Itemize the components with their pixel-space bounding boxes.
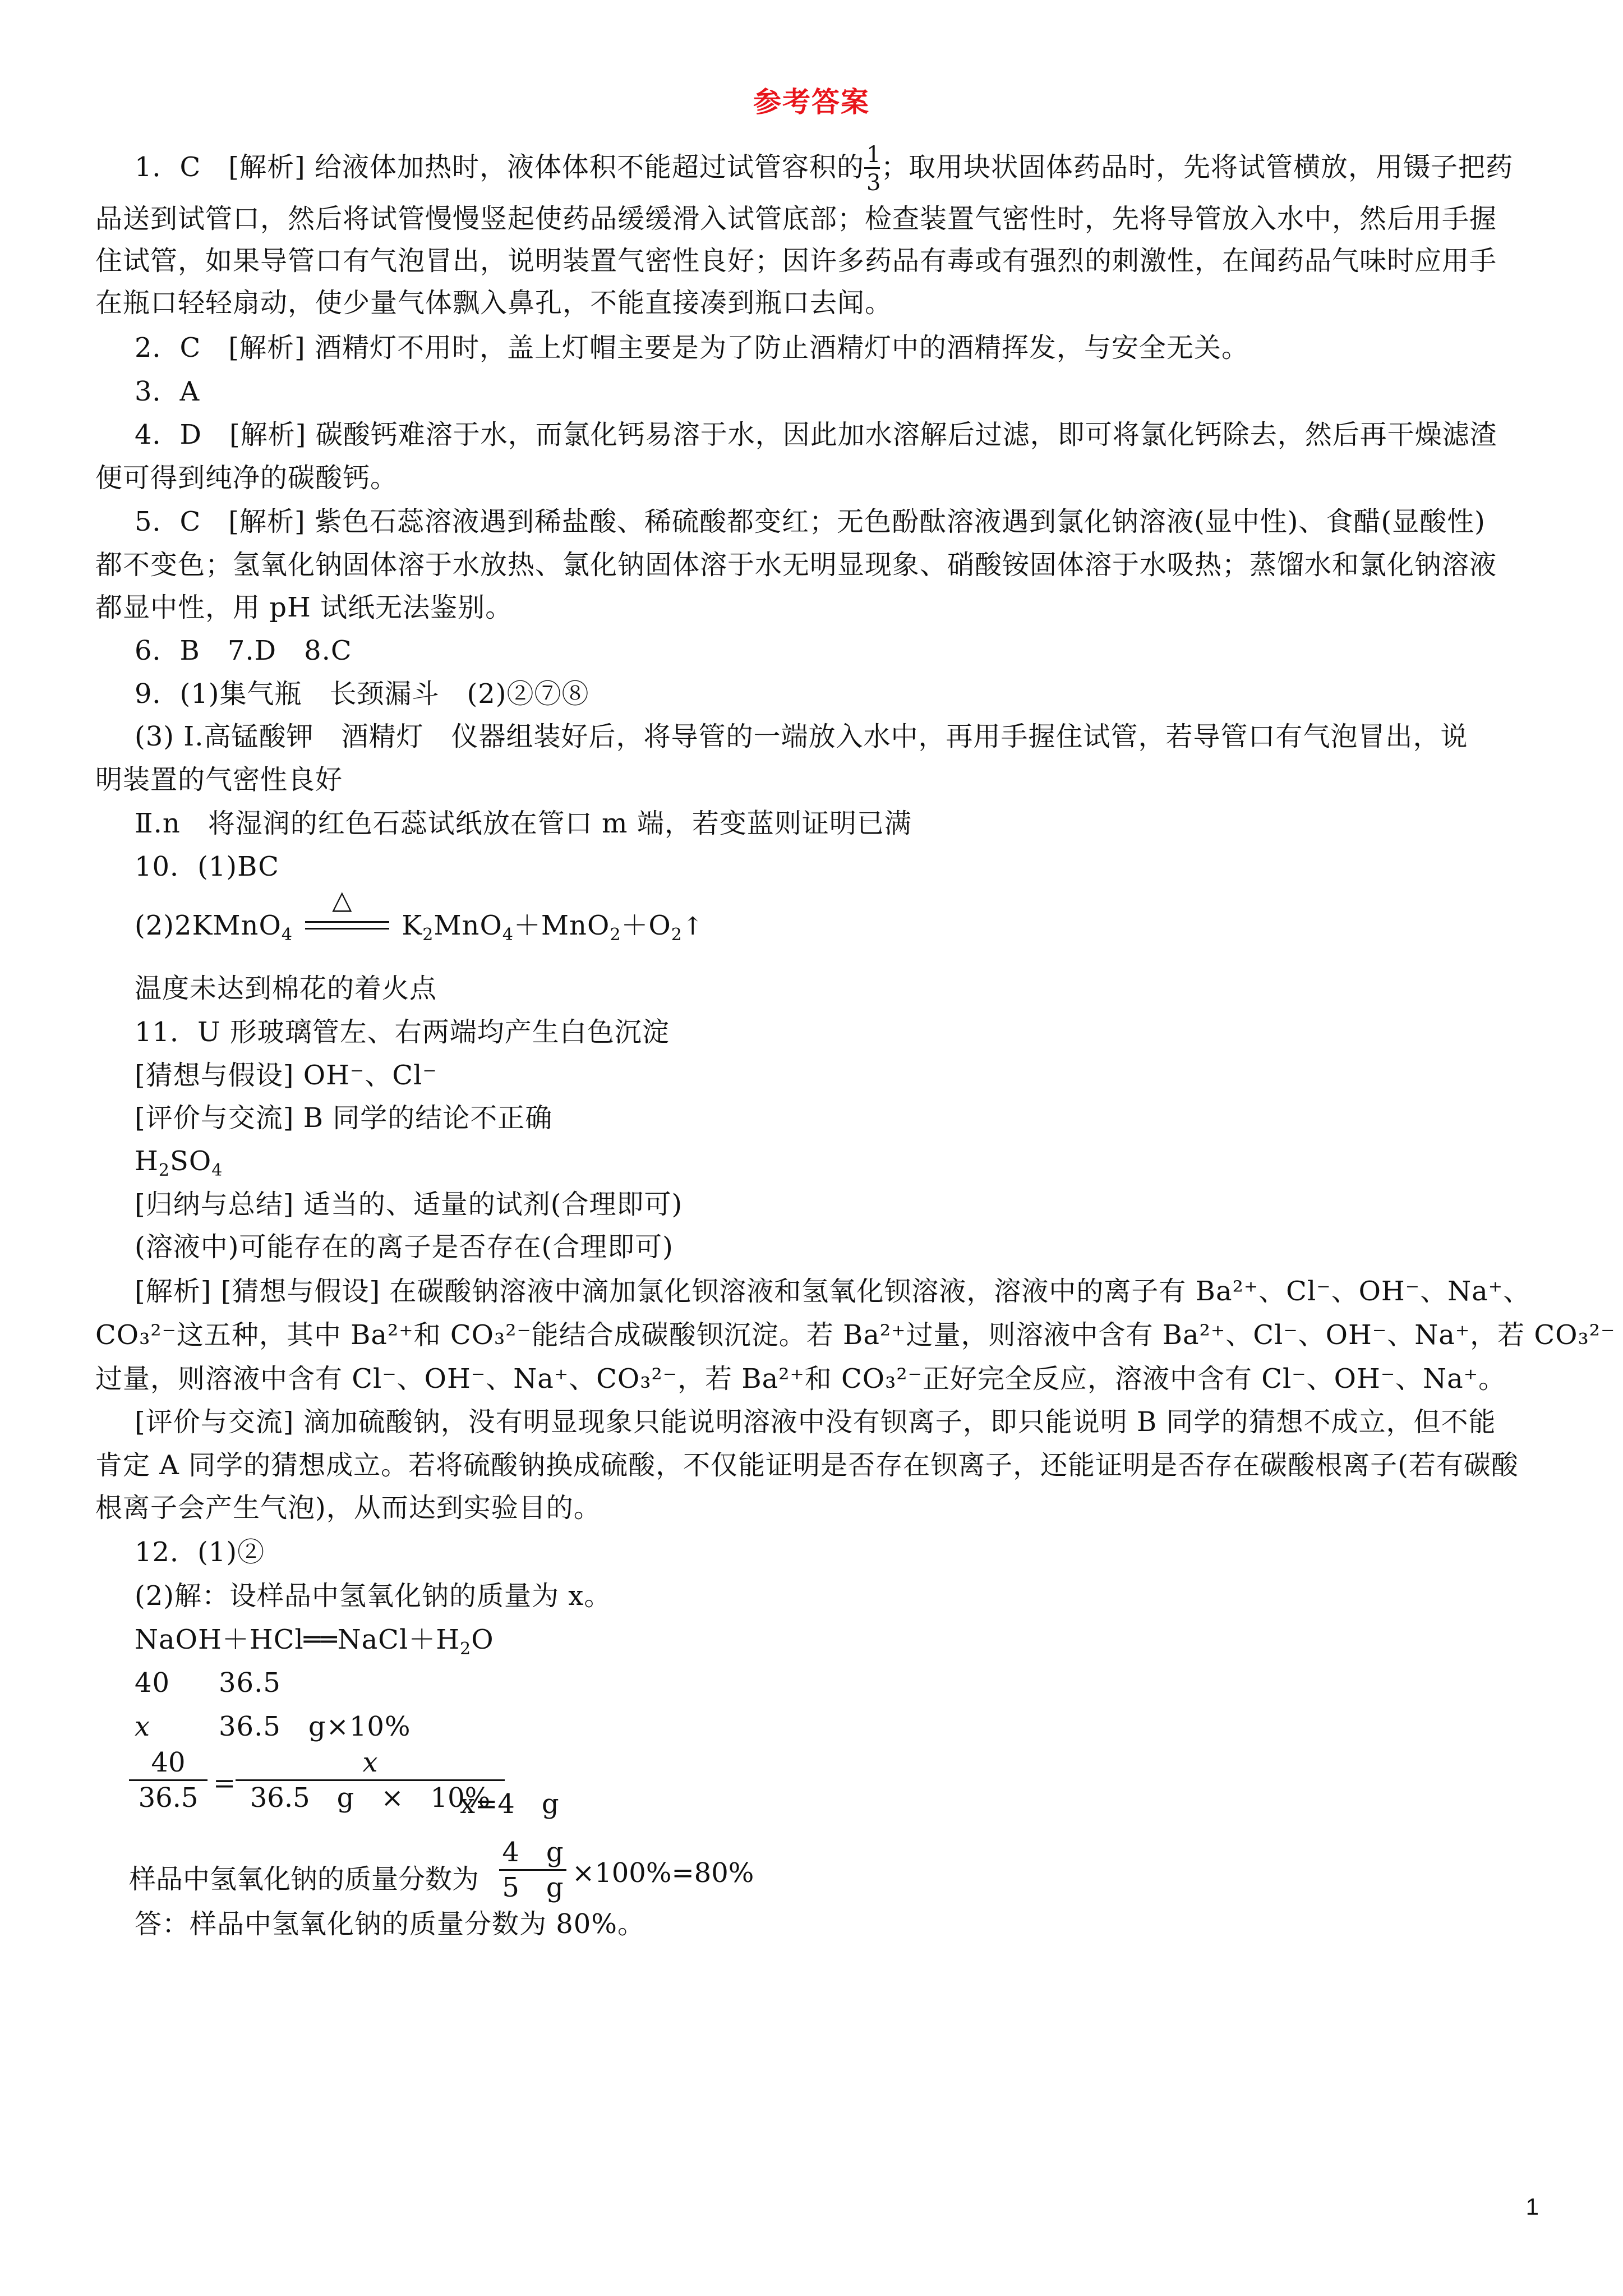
answer-9-line-1: 9．(1)集气瓶 长颈漏斗 (2)②⑦⑧ [135, 678, 589, 710]
ratio-x: x [135, 1711, 151, 1742]
gas-arrow-icon: ↑ [682, 912, 704, 941]
fraction-left-den: 36.5 [138, 1782, 199, 1814]
answer-5-line-3: 都显中性，用 pH 试纸无法鉴别。 [95, 592, 513, 623]
answer-1-line-2: 品送到试管口，然后将试管慢慢竖起使药品缓缓滑入试管底部；检查装置气密性时，先将导管放入水中，然后用手握 [95, 203, 1497, 234]
answers-6-7-8: 6．B 7.D 8.C [135, 635, 352, 666]
page-title: 参考答案 [753, 85, 870, 118]
analysis-para-2-line-1: [评价与交流] 滴加硫酸钠，没有明显现象只能说明溶液中没有钡离子，即只能说明 B 同学的猜想不成立，但不能 [135, 1406, 1496, 1438]
mass-fraction-result: ×100%=80% [572, 1857, 754, 1889]
answer-5-line-1: 5．C [解析] 紫色石蕊溶液遇到稀盐酸、稀硫酸都变红；无色酚酞溶液遇到氯化钠溶液(显中性)、食醋(显酸性) [135, 506, 1486, 537]
answer-9-line-2: (3) Ⅰ.高锰酸钾 酒精灯 仪器组装好后，将导管的一端放入水中，再用手握住试管，若导管口有气泡冒出，说 [135, 721, 1468, 752]
analysis-para-1-line-3: 过量，则溶液中含有 Cl⁻、OH⁻、Na⁺、CO₃²⁻，若 Ba²⁺和 CO₃²⁻正好完全反应，溶液中含有 Cl⁻、OH⁻、Na⁺。 [95, 1363, 1506, 1395]
product-o2: ＋O [621, 910, 671, 941]
answer-1-text-a: 1．C [解析] 给液体加热时，液体体积不能超过试管容积的 [135, 151, 864, 183]
answer-11-acid: $H_2SO_4$ [135, 1145, 223, 1180]
answer-10-line-3: 温度未达到棉花的着火点 [135, 973, 437, 1004]
fraction-numerator: 1 [866, 142, 882, 168]
equation-text: NaOH＋HCl══NaCl＋H [135, 1624, 460, 1655]
ratio-36-5: 36.5 [219, 1667, 281, 1699]
fraction-right-den: 36.5 g × 10% [250, 1782, 491, 1814]
mass-fraction-line [129, 1837, 858, 1910]
analysis-para-2-line-2: 肯定 A 同学的猜想成立。若将硫酸钠换成硫酸，不仅能证明是否存在钡离子，还能证明是否存在碳酸根离子(若有碳酸 [95, 1450, 1519, 1481]
equation-reactant: (2)2KMnO [135, 910, 282, 941]
answer-10-line-1: 10．(1)BC [135, 851, 279, 882]
product-mno2: ＋MnO [513, 910, 610, 941]
analysis-para-1-line-1: [解析] [猜想与假设] 在碳酸钠溶液中滴加氯化钡溶液和氢氧化钡溶液，溶液中的离子有 Ba²⁺、Cl⁻、OH⁻、Na⁺、 [135, 1276, 1531, 1307]
page-number: 1 [1525, 2193, 1539, 2220]
answer-1-text-b: ；取用块状固体药品时，先将试管横放，用镊子把药 [880, 151, 1513, 183]
answer-12-ratio-row-2 [135, 1710, 583, 1743]
answer-12-conclusion: 答：样品中氢氧化钠的质量分数为 80%。 [135, 1908, 645, 1940]
answer-1-line-3: 住试管，如果导管口有气泡冒出，说明装置气密性良好；因许多药品有毒或有强烈的刺激性，在闻药品气味时应用手 [95, 245, 1497, 277]
analysis-para-1-line-2: CO₃²⁻这五种，其中 Ba²⁺和 CO₃²⁻能结合成碳酸钡沉淀。若 Ba²⁺过量，则溶液中含有 Ba²⁺、Cl⁻、OH⁻、Na⁺，若 CO₃²⁻ [95, 1319, 1616, 1351]
answer-12-equation: $NaOH+HCl══NaCl+H_2O$ [135, 1624, 494, 1659]
mass-fraction [499, 1837, 566, 1904]
mass-fraction-label: 样品中氢氧化钠的质量分数为 [129, 1864, 479, 1895]
answer-1-line-4: 在瓶口轻轻扇动，使少量气体飘入鼻孔，不能直接凑到瓶口去闻。 [95, 287, 893, 319]
fraction-denominator: 3 [866, 170, 882, 196]
answer-11-line-1: 11．U 形玻璃管左、右两端均产生白色沉淀 [135, 1016, 670, 1048]
answer-4-line-2: 便可得到纯净的碳酸钙。 [95, 462, 398, 494]
answer-5-line-2: 都不变色；氢氧化钠固体溶于水放热、氯化钠固体溶于水无明显现象、硝酸铵固体溶于水吸热；蒸馏水和氯化钠溶液 [95, 549, 1497, 581]
fraction-left-num: 40 [151, 1747, 186, 1778]
result-x: x=4 g [460, 1788, 559, 1820]
answer-2: 2．C [解析] 酒精灯不用时，盖上灯帽主要是为了防止酒精灯中的酒精挥发，与安全无关。 [135, 332, 1249, 364]
fraction-left [129, 1747, 208, 1815]
formula-h: H [135, 1145, 159, 1177]
equation-o: O [471, 1624, 494, 1655]
answer-9-line-4: Ⅱ.n 将湿润的红色石蕊试纸放在管口 m 端，若变蓝则证明已满 [135, 808, 912, 839]
product-mno: MnO [434, 910, 502, 941]
mass-fraction-num: 4 g [502, 1837, 564, 1868]
answer-11-hypothesis: [猜想与假设] OH⁻、Cl⁻ [135, 1060, 437, 1091]
ratio-36-5g: 36.5 g×10% [219, 1711, 411, 1742]
answer-11-summary-2: (溶液中)可能存在的离子是否存在(合理即可) [135, 1231, 674, 1263]
ratio-40: 40 [135, 1667, 170, 1699]
answer-3: 3．A [135, 376, 200, 407]
answer-11-evaluation: [评价与交流] B 同学的结论不正确 [135, 1102, 553, 1134]
mass-fraction-den: 5 g [502, 1872, 564, 1903]
heat-condition [305, 885, 389, 942]
fraction-right-num: x [362, 1747, 378, 1778]
answer-10-equation: (2)2KMnO$_4$ △ $K_2MnO_4+MnO_2+O_2↑$ [135, 909, 1548, 944]
formula-so: SO [169, 1145, 212, 1177]
answer-1-line-1 [135, 142, 1548, 196]
heat-triangle: △ [332, 885, 353, 915]
answer-11-summary: [归纳与总结] 适当的、适量的试剂(合理即可) [135, 1189, 683, 1220]
answer-12-line-2: (2)解：设样品中氢氧化钠的质量为 x。 [135, 1580, 612, 1612]
product-k: K [393, 910, 423, 941]
answer-12-line-1: 12．(1)② [135, 1536, 265, 1568]
answer-4-line-1: 4．D [解析] 碳酸钙难溶于水，而氯化钙易溶于水，因此加水溶解后过滤，即可将氯化钙除去，然后再干燥滤渣 [135, 419, 1497, 450]
equals-sign: = [213, 1768, 236, 1799]
answer-12-ratio-row-1 [135, 1666, 471, 1700]
analysis-para-2-line-3: 根离子会产生气泡)，从而达到实验目的。 [95, 1492, 601, 1524]
answer-9-line-3: 明装置的气密性良好 [95, 764, 343, 795]
fraction-one-third [864, 142, 882, 196]
proportion-equation [129, 1747, 634, 1832]
double-line-2 [305, 928, 389, 930]
double-line [305, 921, 389, 923]
